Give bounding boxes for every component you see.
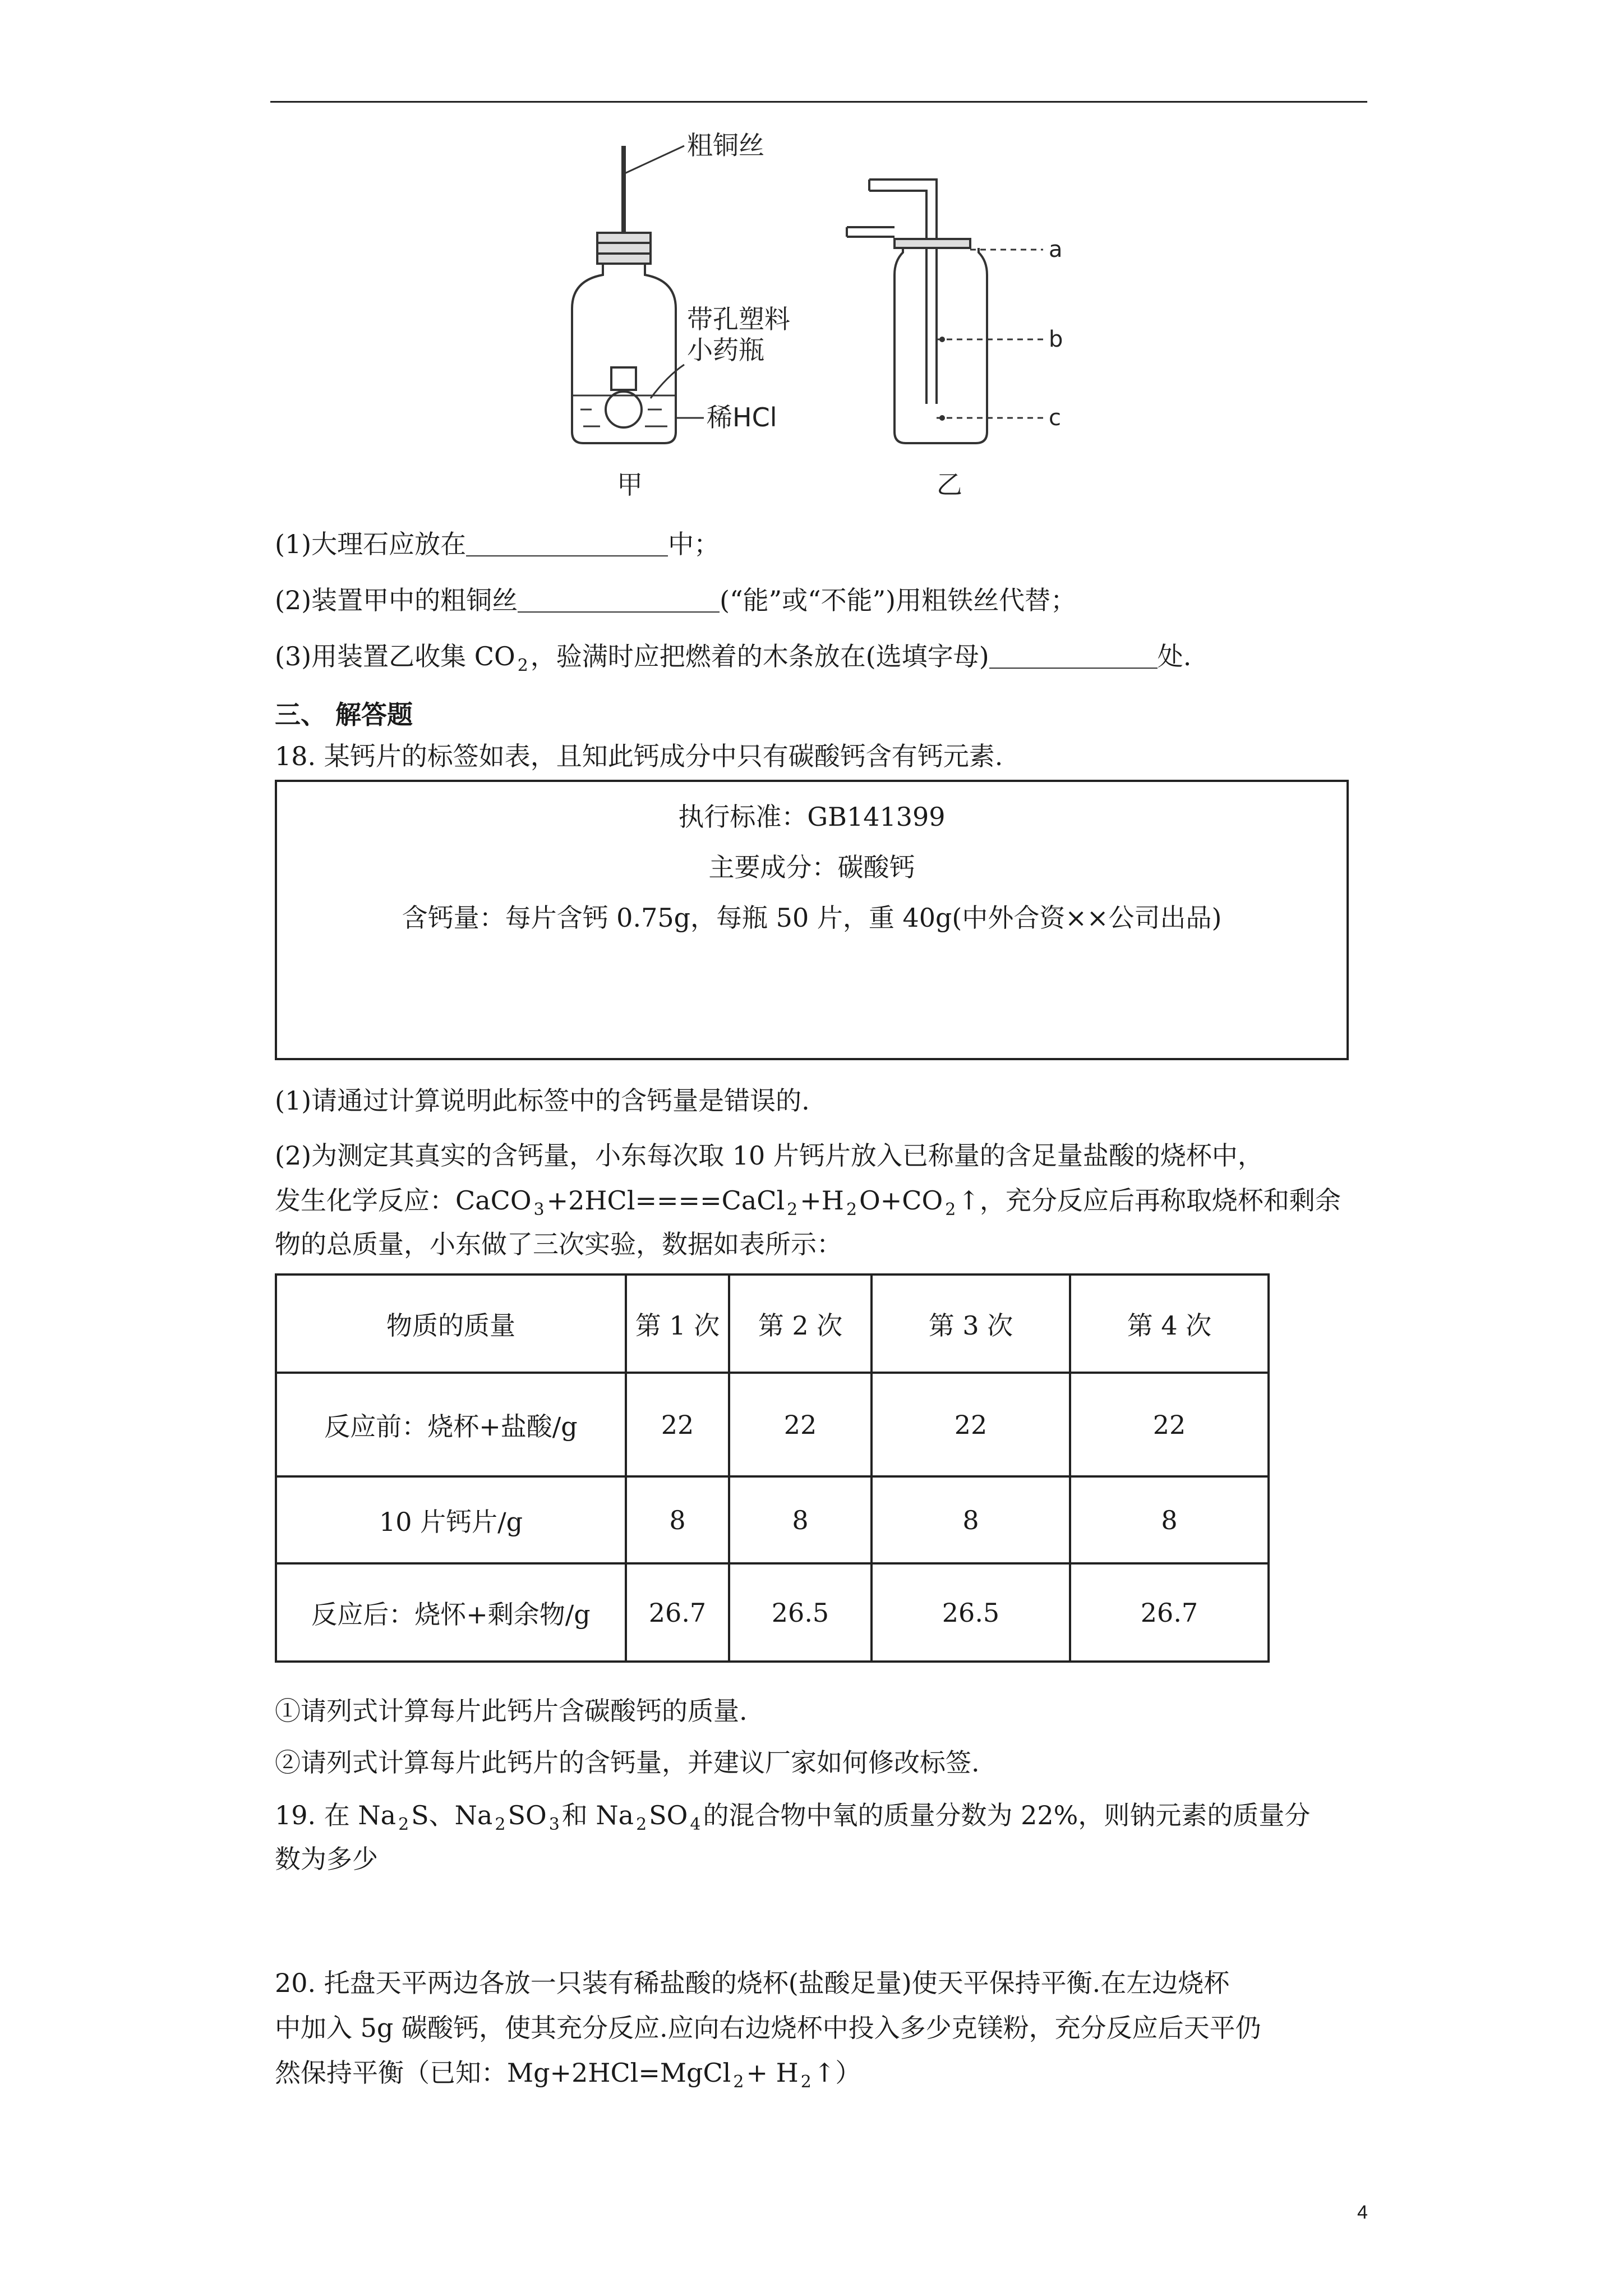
label-calcium-content: 含钙量：每片含钙 0.75g，每瓶 50 片，重 40g(中外合资××公司出品) (402, 903, 1222, 933)
table-cell: 反应后：烧怀+剩余物/g (276, 1563, 626, 1662)
page-number: 4 (1357, 2202, 1368, 2223)
label-ingredient: 主要成分：碳酸钙 (708, 852, 915, 882)
q18-sub2-line2: 发生化学反应：CaCO $_3$+2HCl====CaCl $_2$+H $_2$O+CO $_2$↑，充分反应后再称取烧杯和剩余 (275, 1185, 1341, 1220)
q18-intro: 18. 某钙片的标签如表，且知此钙成分中只有碳酸钙含有钙元素. (275, 741, 1003, 771)
table-cell: 26.5 (872, 1563, 1070, 1662)
q17-part3: (3)用装置乙收集 CO $_2$，验满时应把燃着的木条放在(选填字母) 处. (275, 641, 1192, 675)
label-standard: 执行标准：GB141399 (678, 802, 946, 832)
table-cell: 22 (626, 1373, 729, 1476)
table-row (276, 1476, 1269, 1563)
experiment-table (275, 1273, 1270, 1663)
q18-task2: ②请列式计算每片此钙片的含钙量，并建议厂家如何修改标签. (275, 1747, 980, 1778)
q18-sub2-line1: (2)为测定其真实的含钙量，小东每次取 10 片钙片放入已称量的含足量盐酸的烧杯中， (275, 1140, 1264, 1171)
table-cell: 26.7 (626, 1563, 729, 1662)
point-b (939, 337, 945, 342)
q20-line1: 20. 托盘天平两边各放一只装有稀盐酸的烧杯(盐酸足量)使天平保持平衡.在左边烧杯 (275, 1968, 1230, 1998)
table-header-row (276, 1274, 1269, 1373)
q18-sub1: (1)请通过计算说明此标签中的含钙量是错误的. (275, 1085, 810, 1116)
q20-line2: 中加入 5g 碳酸钙，使其充分反应.应向右边烧杯中投入多少克镁粉，充分反应后天平仍 (275, 2013, 1261, 2043)
q18-task1: ①请列式计算每片此钙片含碳酸钙的质量. (275, 1696, 748, 1726)
table-cell: 8 (626, 1476, 729, 1563)
table-cell: 22 (1070, 1373, 1269, 1476)
vial-label-line2: 小药瓶 (687, 335, 764, 365)
table-row (276, 1373, 1269, 1476)
table-cell: 10 片钙片/g (276, 1476, 626, 1563)
q19-line2: 数为多少 (275, 1844, 378, 1874)
header-rule (270, 101, 1367, 103)
apparatus-jia (572, 146, 704, 443)
label-a: a (1049, 237, 1063, 263)
q19-line1: 19. 在 Na $_2$S、Na $_2$SO $_3$和 Na $_2$SO $_4$的混合物中氧的质量分数为 22%，则钠元素的质量分 (275, 1800, 1311, 1834)
table-cell: 22 (872, 1373, 1070, 1476)
acid-label: 稀HCl (707, 402, 777, 432)
table-cell: 8 (872, 1476, 1070, 1563)
section-title: 三、 解答题 (275, 700, 413, 730)
caption-jia: 甲 (617, 470, 643, 500)
apparatus-figure (550, 112, 1110, 505)
label-b: b (1049, 326, 1063, 352)
table-row (276, 1563, 1269, 1662)
table-header-cell: 第 2 次 (729, 1274, 872, 1373)
q20-line3: 然保持平衡（已知：Mg+2HCl=MgCl $_2$+ H $_2$↑） (275, 2058, 861, 2092)
apparatus-yi (847, 180, 1043, 443)
answer-blank-1[interactable] (466, 531, 668, 556)
table-cell: 8 (729, 1476, 872, 1563)
table-cell: 反应前：烧杯+盐酸/g (276, 1373, 626, 1476)
table-cell: 26.7 (1070, 1563, 1269, 1662)
q18-sub2-line3: 物的总质量，小东做了三次实验，数据如表所示： (275, 1229, 842, 1259)
table-header-cell: 物质的质量 (276, 1274, 626, 1373)
wire-label: 粗铜丝 (687, 130, 764, 160)
point-c (939, 415, 945, 421)
table-header-cell: 第 4 次 (1070, 1274, 1269, 1373)
q17-part1: (1)大理石应放在 中； (275, 529, 720, 559)
table-cell: 8 (1070, 1476, 1269, 1563)
caption-yi: 乙 (937, 470, 962, 500)
q17-part2: (2)装置甲中的粗铜丝 (“能”或“不能”)用粗铁丝代替； (275, 585, 1077, 615)
table-header-cell: 第 1 次 (626, 1274, 729, 1373)
answer-blank-3[interactable] (989, 643, 1158, 669)
table-cell: 22 (729, 1373, 872, 1476)
table-header-cell: 第 3 次 (872, 1274, 1070, 1373)
label-c: c (1049, 405, 1061, 431)
tablet-label-box (275, 780, 1349, 1060)
vial-label-line1: 带孔塑料 (687, 304, 790, 334)
answer-blank-2[interactable] (518, 587, 720, 613)
table-cell: 26.5 (729, 1563, 872, 1662)
